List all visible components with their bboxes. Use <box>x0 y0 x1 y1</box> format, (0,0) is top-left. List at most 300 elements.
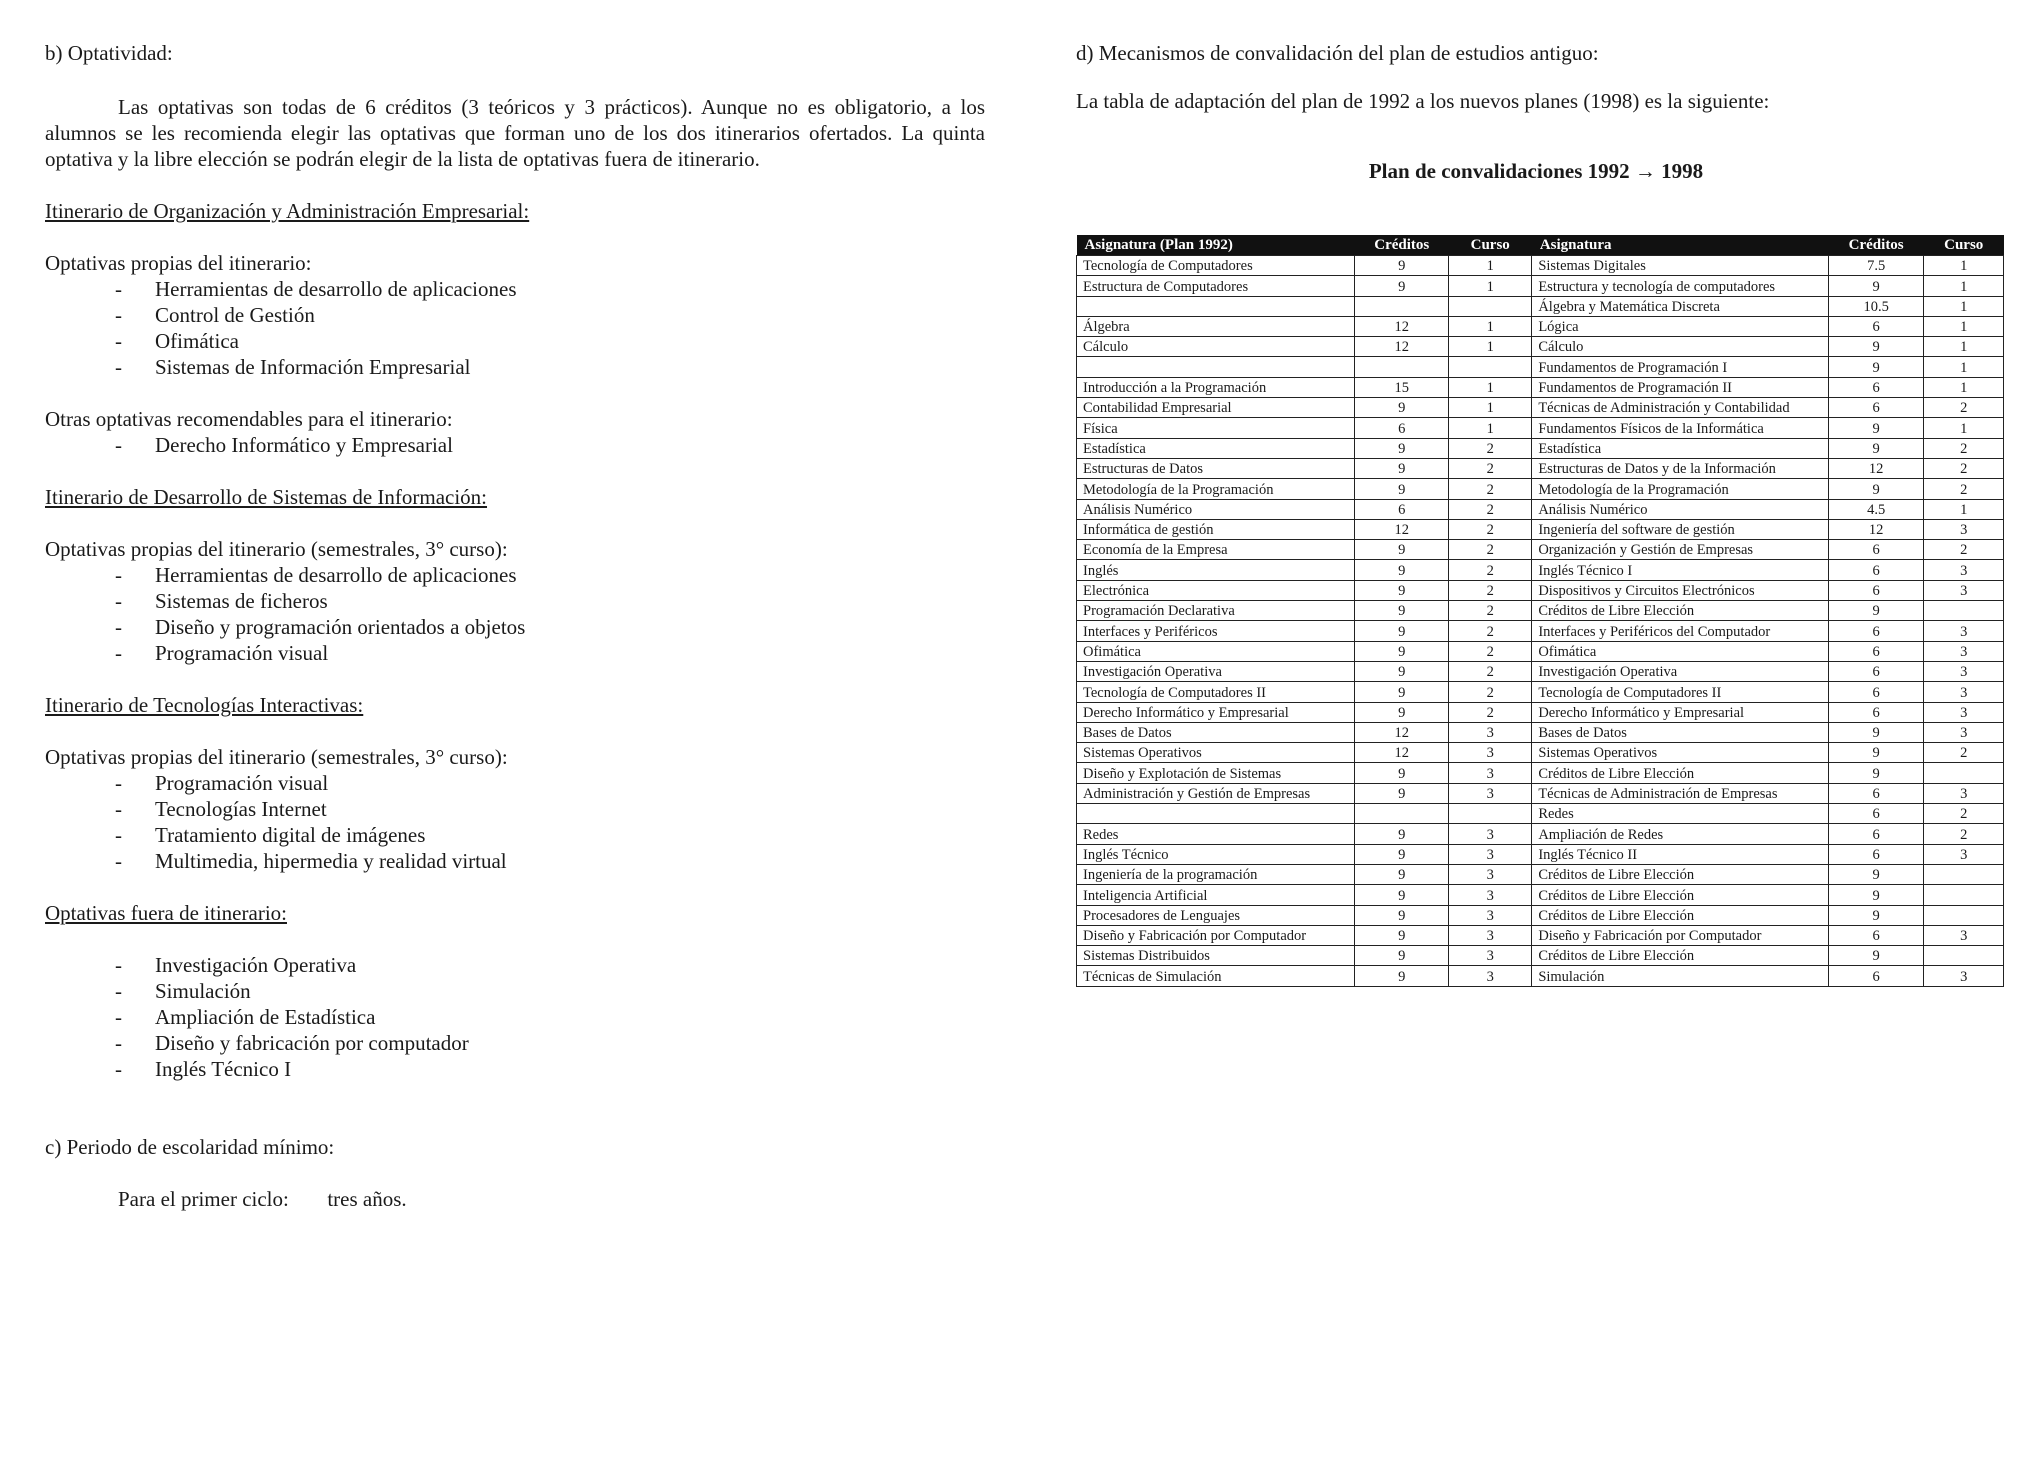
old-course-cell: 2 <box>1449 560 1532 580</box>
old-credits-cell: 12 <box>1355 743 1449 763</box>
old-course-cell: 1 <box>1449 337 1532 357</box>
new-credits-cell: 6 <box>1828 682 1924 702</box>
new-credits-cell: 6 <box>1828 540 1924 560</box>
new-subject-cell: Ampliación de Redes <box>1532 824 1829 844</box>
new-credits-cell: 9 <box>1828 763 1924 783</box>
old-subject-cell: Interfaces y Periféricos <box>1077 621 1355 641</box>
new-subject-cell: Créditos de Libre Elección <box>1532 864 1829 884</box>
new-course-cell <box>1924 885 2004 905</box>
old-subject-cell: Estructuras de Datos <box>1077 458 1355 478</box>
new-credits-cell: 9 <box>1828 438 1924 458</box>
old-subject-cell: Tecnología de Computadores II <box>1077 682 1355 702</box>
old-subject-cell: Metodología de la Programación <box>1077 479 1355 499</box>
list-item: - Derecho Informático y Empresarial <box>115 432 985 458</box>
old-subject-cell: Redes <box>1077 824 1355 844</box>
old-course-cell: 2 <box>1449 499 1532 519</box>
old-credits-cell: 9 <box>1355 458 1449 478</box>
table-row <box>1077 540 2004 560</box>
itinerary-2-subtitle: Optativas propias del itinerario (semestrales, 3° curso): <box>45 537 508 561</box>
old-credits-cell: 9 <box>1355 661 1449 681</box>
table-row <box>1077 276 2004 296</box>
new-course-cell: 3 <box>1924 641 2004 661</box>
new-subject-cell: Dispositivos y Circuitos Electrónicos <box>1532 580 1829 600</box>
old-course-cell: 3 <box>1449 925 1532 945</box>
old-course-cell: 1 <box>1449 418 1532 438</box>
old-credits-cell: 9 <box>1355 601 1449 621</box>
new-credits-cell: 9 <box>1828 905 1924 925</box>
old-course-cell: 1 <box>1449 276 1532 296</box>
table-row <box>1077 702 2004 722</box>
old-subject-cell: Técnicas de Simulación <box>1077 966 1355 986</box>
list-item: - Programación visual <box>115 770 985 796</box>
new-course-cell: 2 <box>1924 804 2004 824</box>
old-course-cell: 2 <box>1449 438 1532 458</box>
old-credits-cell: 12 <box>1355 519 1449 539</box>
new-credits-cell: 12 <box>1828 458 1924 478</box>
table-row <box>1077 601 2004 621</box>
table-row <box>1077 337 2004 357</box>
convalidation-intro: La tabla de adaptación del plan de 1992 a los nuevos planes (1998) es la siguiente: <box>1076 89 1770 113</box>
table-row <box>1077 682 2004 702</box>
old-credits-cell: 6 <box>1355 418 1449 438</box>
list-item: - Tecnologías Internet <box>115 796 985 822</box>
table-row <box>1077 418 2004 438</box>
old-course-cell <box>1449 804 1532 824</box>
new-credits-cell: 6 <box>1828 925 1924 945</box>
table-row <box>1077 580 2004 600</box>
new-subject-cell: Créditos de Libre Elección <box>1532 946 1829 966</box>
old-credits-cell: 9 <box>1355 966 1449 986</box>
list-item: - Ofimática <box>115 328 985 354</box>
old-course-cell: 2 <box>1449 601 1532 621</box>
new-credits-cell: 4.5 <box>1828 499 1924 519</box>
old-subject-cell: Ofimática <box>1077 641 1355 661</box>
list-item: - Ampliación de Estadística <box>115 1004 985 1030</box>
new-subject-cell: Fundamentos de Programación II <box>1532 377 1829 397</box>
table-row <box>1077 357 2004 377</box>
table-row <box>1077 844 2004 864</box>
list-item: - Control de Gestión <box>115 302 985 328</box>
new-credits-cell: 9 <box>1828 743 1924 763</box>
outside-itinerary-title: Optativas fuera de itinerario: <box>45 901 287 925</box>
list-item: - Herramientas de desarrollo de aplicaciones <box>115 276 985 302</box>
new-subject-cell: Estructuras de Datos y de la Información <box>1532 458 1829 478</box>
old-subject-cell: Programación Declarativa <box>1077 601 1355 621</box>
table-row <box>1077 905 2004 925</box>
old-subject-cell: Procesadores de Lenguajes <box>1077 905 1355 925</box>
new-subject-cell: Técnicas de Administración y Contabilidad <box>1532 398 1829 418</box>
table-row <box>1077 824 2004 844</box>
list-item: - Inglés Técnico I <box>115 1056 985 1082</box>
old-course-cell: 1 <box>1449 316 1532 336</box>
new-credits-cell: 6 <box>1828 966 1924 986</box>
new-credits-cell: 10.5 <box>1828 296 1924 316</box>
old-credits-cell: 9 <box>1355 540 1449 560</box>
new-course-cell: 2 <box>1924 438 2004 458</box>
old-course-cell: 3 <box>1449 763 1532 783</box>
old-subject-cell: Electrónica <box>1077 580 1355 600</box>
old-course-cell: 2 <box>1449 661 1532 681</box>
old-credits-cell: 9 <box>1355 905 1449 925</box>
itinerary-1-other-subtitle: Otras optativas recomendables para el itinerario: <box>45 407 453 431</box>
new-credits-cell: 6 <box>1828 398 1924 418</box>
old-course-cell: 3 <box>1449 743 1532 763</box>
old-credits-cell: 9 <box>1355 479 1449 499</box>
table-row <box>1077 722 2004 742</box>
old-credits-cell: 9 <box>1355 844 1449 864</box>
new-credits-cell: 6 <box>1828 377 1924 397</box>
old-credits-cell <box>1355 296 1449 316</box>
old-subject-cell: Economía de la Empresa <box>1077 540 1355 560</box>
old-subject-cell: Inglés Técnico <box>1077 844 1355 864</box>
list-item: - Diseño y fabricación por computador <box>115 1030 985 1056</box>
new-course-cell <box>1924 601 2004 621</box>
new-subject-cell: Créditos de Libre Elección <box>1532 885 1829 905</box>
new-course-cell: 1 <box>1924 276 2004 296</box>
new-credits-cell: 6 <box>1828 844 1924 864</box>
old-course-cell: 3 <box>1449 783 1532 803</box>
new-credits-cell: 6 <box>1828 316 1924 336</box>
new-subject-cell: Créditos de Libre Elección <box>1532 601 1829 621</box>
old-credits-cell: 9 <box>1355 702 1449 722</box>
table-row <box>1077 743 2004 763</box>
new-course-cell: 3 <box>1924 560 2004 580</box>
new-course-cell <box>1924 905 2004 925</box>
old-course-cell: 2 <box>1449 641 1532 661</box>
left-column <box>45 40 985 1212</box>
old-credits-cell: 9 <box>1355 398 1449 418</box>
new-credits-cell: 9 <box>1828 946 1924 966</box>
new-course-cell: 3 <box>1924 519 2004 539</box>
header-asignatura-1998: Asignatura <box>1532 235 1829 256</box>
old-credits-cell: 12 <box>1355 337 1449 357</box>
list-item: - Sistemas de Información Empresarial <box>115 354 985 380</box>
new-credits-cell: 6 <box>1828 580 1924 600</box>
periodo-title: c) Periodo de escolaridad mínimo: <box>45 1135 335 1159</box>
old-credits-cell: 9 <box>1355 621 1449 641</box>
old-course-cell: 3 <box>1449 885 1532 905</box>
new-course-cell: 3 <box>1924 580 2004 600</box>
old-subject-cell <box>1077 357 1355 377</box>
new-credits-cell: 9 <box>1828 337 1924 357</box>
old-credits-cell: 9 <box>1355 824 1449 844</box>
new-credits-cell: 9 <box>1828 357 1924 377</box>
new-course-cell: 1 <box>1924 256 2004 276</box>
new-course-cell: 2 <box>1924 458 2004 478</box>
old-credits-cell: 9 <box>1355 682 1449 702</box>
outside-itinerary-list <box>45 952 985 1082</box>
new-course-cell: 3 <box>1924 844 2004 864</box>
new-subject-cell: Diseño y Fabricación por Computador <box>1532 925 1829 945</box>
old-credits-cell: 9 <box>1355 946 1449 966</box>
old-subject-cell: Álgebra <box>1077 316 1355 336</box>
list-item: - Programación visual <box>115 640 985 666</box>
periodo-label: Para el primer ciclo: <box>118 1187 289 1211</box>
new-course-cell: 1 <box>1924 357 2004 377</box>
new-course-cell <box>1924 763 2004 783</box>
new-subject-cell: Fundamentos de Programación I <box>1532 357 1829 377</box>
itinerary-1-subtitle: Optativas propias del itinerario: <box>45 251 312 275</box>
new-subject-cell: Análisis Numérico <box>1532 499 1829 519</box>
new-subject-cell: Metodología de la Programación <box>1532 479 1829 499</box>
header-creditos-1998: Créditos <box>1828 235 1924 256</box>
old-subject-cell: Cálculo <box>1077 337 1355 357</box>
new-subject-cell: Sistemas Operativos <box>1532 743 1829 763</box>
header-creditos-1992: Créditos <box>1355 235 1449 256</box>
new-course-cell: 2 <box>1924 540 2004 560</box>
optatividad-title: b) Optatividad: <box>45 41 173 65</box>
new-credits-cell: 6 <box>1828 560 1924 580</box>
new-credits-cell: 9 <box>1828 418 1924 438</box>
new-credits-cell: 9 <box>1828 885 1924 905</box>
new-subject-cell: Bases de Datos <box>1532 722 1829 742</box>
new-course-cell <box>1924 864 2004 884</box>
table-row <box>1077 499 2004 519</box>
old-credits-cell <box>1355 804 1449 824</box>
right-column <box>1076 40 2006 184</box>
itinerary-1-list <box>45 276 985 380</box>
old-credits-cell: 9 <box>1355 438 1449 458</box>
old-subject-cell: Análisis Numérico <box>1077 499 1355 519</box>
new-course-cell: 1 <box>1924 377 2004 397</box>
old-subject-cell <box>1077 804 1355 824</box>
new-subject-cell: Cálculo <box>1532 337 1829 357</box>
old-subject-cell: Informática de gestión <box>1077 519 1355 539</box>
periodo-line <box>45 1186 985 1212</box>
old-credits-cell: 9 <box>1355 256 1449 276</box>
old-course-cell: 2 <box>1449 540 1532 560</box>
itinerary-2-list <box>45 562 985 666</box>
itinerary-3-title: Itinerario de Tecnologías Interactivas: <box>45 693 364 717</box>
list-item: - Investigación Operativa <box>115 952 985 978</box>
new-credits-cell: 9 <box>1828 722 1924 742</box>
new-subject-cell: Tecnología de Computadores II <box>1532 682 1829 702</box>
old-credits-cell: 9 <box>1355 560 1449 580</box>
old-credits-cell <box>1355 357 1449 377</box>
table-body <box>1077 256 2004 987</box>
new-credits-cell: 7.5 <box>1828 256 1924 276</box>
new-credits-cell: 6 <box>1828 661 1924 681</box>
old-subject-cell: Estadística <box>1077 438 1355 458</box>
new-credits-cell: 6 <box>1828 824 1924 844</box>
old-subject-cell: Sistemas Distribuidos <box>1077 946 1355 966</box>
new-subject-cell: Ingeniería del software de gestión <box>1532 519 1829 539</box>
old-course-cell: 3 <box>1449 844 1532 864</box>
new-credits-cell: 6 <box>1828 621 1924 641</box>
new-course-cell: 3 <box>1924 661 2004 681</box>
table-row <box>1077 519 2004 539</box>
header-asignatura-1992: Asignatura (Plan 1992) <box>1077 235 1355 256</box>
new-course-cell: 3 <box>1924 702 2004 722</box>
table-title: Plan de convalidaciones 1992 → 1998 <box>1368 159 1704 183</box>
old-course-cell: 3 <box>1449 946 1532 966</box>
old-subject-cell: Física <box>1077 418 1355 438</box>
new-subject-cell: Sistemas Digitales <box>1532 256 1829 276</box>
old-subject-cell <box>1077 296 1355 316</box>
new-course-cell: 2 <box>1924 479 2004 499</box>
old-credits-cell: 9 <box>1355 276 1449 296</box>
table-row <box>1077 560 2004 580</box>
old-course-cell: 2 <box>1449 702 1532 722</box>
old-course-cell: 1 <box>1449 398 1532 418</box>
new-course-cell: 1 <box>1924 337 2004 357</box>
new-subject-cell: Simulación <box>1532 966 1829 986</box>
new-credits-cell: 9 <box>1828 479 1924 499</box>
new-credits-cell: 6 <box>1828 783 1924 803</box>
old-course-cell: 1 <box>1449 256 1532 276</box>
new-credits-cell: 9 <box>1828 864 1924 884</box>
old-course-cell: 3 <box>1449 905 1532 925</box>
old-course-cell: 2 <box>1449 682 1532 702</box>
old-course-cell: 1 <box>1449 377 1532 397</box>
itinerary-2-title: Itinerario de Desarrollo de Sistemas de Información: <box>45 485 488 509</box>
table-row <box>1077 296 2004 316</box>
new-course-cell: 1 <box>1924 316 2004 336</box>
itinerary-3-list <box>45 770 985 874</box>
new-subject-cell: Estructura y tecnología de computadores <box>1532 276 1829 296</box>
new-subject-cell: Créditos de Libre Elección <box>1532 763 1829 783</box>
table-row <box>1077 804 2004 824</box>
old-subject-cell: Inglés <box>1077 560 1355 580</box>
new-subject-cell: Fundamentos Físicos de la Informática <box>1532 418 1829 438</box>
old-subject-cell: Bases de Datos <box>1077 722 1355 742</box>
new-subject-cell: Estadística <box>1532 438 1829 458</box>
list-item: - Multimedia, hipermedia y realidad virtual <box>115 848 985 874</box>
new-subject-cell: Redes <box>1532 804 1829 824</box>
list-item: - Herramientas de desarrollo de aplicaciones <box>115 562 985 588</box>
table-header-row <box>1077 235 2004 256</box>
list-item: - Tratamiento digital de imágenes <box>115 822 985 848</box>
new-subject-cell: Inglés Técnico II <box>1532 844 1829 864</box>
new-course-cell: 3 <box>1924 925 2004 945</box>
old-credits-cell: 9 <box>1355 580 1449 600</box>
table-row <box>1077 783 2004 803</box>
old-subject-cell: Contabilidad Empresarial <box>1077 398 1355 418</box>
old-credits-cell: 9 <box>1355 783 1449 803</box>
old-credits-cell: 9 <box>1355 885 1449 905</box>
table-row <box>1077 763 2004 783</box>
periodo-value: tres años. <box>327 1187 407 1211</box>
old-course-cell: 3 <box>1449 824 1532 844</box>
old-credits-cell: 9 <box>1355 925 1449 945</box>
old-subject-cell: Tecnología de Computadores <box>1077 256 1355 276</box>
table-row <box>1077 641 2004 661</box>
table-row <box>1077 398 2004 418</box>
old-subject-cell: Estructura de Computadores <box>1077 276 1355 296</box>
new-course-cell: 2 <box>1924 824 2004 844</box>
list-item: - Diseño y programación orientados a objetos <box>115 614 985 640</box>
old-course-cell: 3 <box>1449 722 1532 742</box>
table-row <box>1077 256 2004 276</box>
new-course-cell: 1 <box>1924 418 2004 438</box>
optatividad-intro: Las optativas son todas de 6 créditos (3 teóricos y 3 prácticos). Aunque no es obligatorio, a los alumnos se les recomienda elegir las optativas que forman uno de los dos itinerarios ofertados. La quinta optativa y la libre elección se podrán elegir de la lista de optativas fuera de itinerario. <box>45 95 985 171</box>
new-subject-cell: Ofimática <box>1532 641 1829 661</box>
old-subject-cell: Inteligencia Artificial <box>1077 885 1355 905</box>
old-course-cell: 2 <box>1449 621 1532 641</box>
itinerary-1-other-list <box>45 432 985 458</box>
table-row <box>1077 479 2004 499</box>
old-subject-cell: Introducción a la Programación <box>1077 377 1355 397</box>
table-row <box>1077 966 2004 986</box>
new-credits-cell: 6 <box>1828 702 1924 722</box>
table-row <box>1077 885 2004 905</box>
table-row <box>1077 946 2004 966</box>
new-subject-cell: Álgebra y Matemática Discreta <box>1532 296 1829 316</box>
old-credits-cell: 15 <box>1355 377 1449 397</box>
new-subject-cell: Lógica <box>1532 316 1829 336</box>
old-subject-cell: Diseño y Explotación de Sistemas <box>1077 763 1355 783</box>
table-row <box>1077 661 2004 681</box>
new-course-cell: 3 <box>1924 783 2004 803</box>
old-credits-cell: 9 <box>1355 763 1449 783</box>
old-credits-cell: 9 <box>1355 864 1449 884</box>
new-course-cell <box>1924 946 2004 966</box>
list-item: - Sistemas de ficheros <box>115 588 985 614</box>
new-subject-cell: Técnicas de Administración de Empresas <box>1532 783 1829 803</box>
old-course-cell: 2 <box>1449 458 1532 478</box>
new-credits-cell: 6 <box>1828 804 1924 824</box>
new-course-cell: 3 <box>1924 966 2004 986</box>
old-course-cell: 3 <box>1449 864 1532 884</box>
old-credits-cell: 12 <box>1355 722 1449 742</box>
header-curso-1992: Curso <box>1449 235 1532 256</box>
new-course-cell: 1 <box>1924 499 2004 519</box>
table-row <box>1077 458 2004 478</box>
table-row <box>1077 438 2004 458</box>
new-credits-cell: 9 <box>1828 601 1924 621</box>
new-credits-cell: 6 <box>1828 641 1924 661</box>
new-subject-cell: Organización y Gestión de Empresas <box>1532 540 1829 560</box>
itinerary-1-title: Itinerario de Organización y Administración Empresarial: <box>45 199 530 223</box>
old-course-cell: 2 <box>1449 580 1532 600</box>
new-course-cell: 1 <box>1924 296 2004 316</box>
old-credits-cell: 6 <box>1355 499 1449 519</box>
old-subject-cell: Derecho Informático y Empresarial <box>1077 702 1355 722</box>
old-subject-cell: Ingeniería de la programación <box>1077 864 1355 884</box>
new-course-cell: 3 <box>1924 682 2004 702</box>
header-curso-1998: Curso <box>1924 235 2004 256</box>
new-subject-cell: Derecho Informático y Empresarial <box>1532 702 1829 722</box>
new-subject-cell: Investigación Operativa <box>1532 661 1829 681</box>
new-subject-cell: Créditos de Libre Elección <box>1532 905 1829 925</box>
old-course-cell: 2 <box>1449 519 1532 539</box>
old-subject-cell: Investigación Operativa <box>1077 661 1355 681</box>
new-course-cell: 3 <box>1924 722 2004 742</box>
old-subject-cell: Diseño y Fabricación por Computador <box>1077 925 1355 945</box>
table-row <box>1077 377 2004 397</box>
table-row <box>1077 864 2004 884</box>
old-subject-cell: Administración y Gestión de Empresas <box>1077 783 1355 803</box>
old-course-cell: 3 <box>1449 966 1532 986</box>
old-course-cell <box>1449 296 1532 316</box>
old-subject-cell: Sistemas Operativos <box>1077 743 1355 763</box>
itinerary-3-subtitle: Optativas propias del itinerario (semestrales, 3° curso): <box>45 745 508 769</box>
old-course-cell <box>1449 357 1532 377</box>
old-credits-cell: 9 <box>1355 641 1449 661</box>
table-row <box>1077 925 2004 945</box>
old-credits-cell: 12 <box>1355 316 1449 336</box>
new-course-cell: 2 <box>1924 398 2004 418</box>
old-course-cell: 2 <box>1449 479 1532 499</box>
list-item: - Simulación <box>115 978 985 1004</box>
convalidation-title: d) Mecanismos de convalidación del plan de estudios antiguo: <box>1076 41 1599 65</box>
convalidation-table <box>1076 235 2004 987</box>
new-course-cell: 2 <box>1924 743 2004 763</box>
new-course-cell: 3 <box>1924 621 2004 641</box>
table-row <box>1077 621 2004 641</box>
new-credits-cell: 9 <box>1828 276 1924 296</box>
new-subject-cell: Interfaces y Periféricos del Computador <box>1532 621 1829 641</box>
